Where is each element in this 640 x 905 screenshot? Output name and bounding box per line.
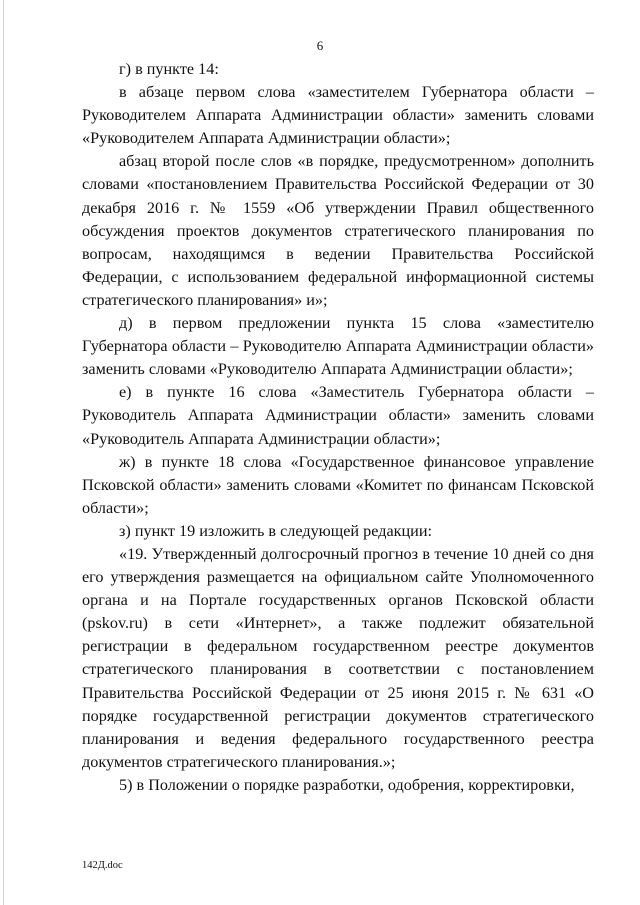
- paragraph-point-19: «19. Утвержденный долгосрочный прогноз в течение 10 дней со дня его утверждения размещается на официальном сайте Уполномоченного органа и на Портале государственных органов Псковской области (pskov.ru) в сети «Интернет», а также подлежит обязательной регистрации в федеральном государственном реестре документов стратегического планирования в соответствии с постановлением Правительства Российской Федерации от 25 июня 2015 г. № 631 «О порядке государственной регистрации документов стратегического планирования и ведения федерального государственного реестра документов стратегического планирования.»;: [82, 544, 594, 771]
- paragraph-item-g: г) в пункте 14:: [119, 60, 219, 78]
- paragraph-abzac-pervyi: в абзаце первом слова «заместителем Губернатора области – Руководителем Аппарата Администрации области» заменить словами «Руководителем Аппарата Администрации области»;: [82, 83, 594, 148]
- paragraph-item-e: е) в пункте 16 слова «Заместитель Губернатора области – Руководитель Аппарата Администрации области» заменить словами «Руководитель Аппарата Администрации области»;: [82, 383, 594, 448]
- paragraph-item-z: з) пункт 19 изложить в следующей редакции:: [119, 521, 432, 540]
- paragraph-abzac-vtoroi: абзац второй после слов «в порядке, предусмотренном» дополнить словами «постановлением Правительства Российской Федерации от 30 декабря 2016 г. № 1559 «Об утверждении Правил общественного обсуждения проектов документов стратегического планирования по вопросам, находящимся в ведении Правительства Российской Федерации, с использованием федеральной информационной системы стратегического планирования» и»;: [82, 152, 594, 309]
- page-number: 6: [316, 38, 324, 53]
- scan-edge-line: [3, 0, 4, 905]
- footer-filename: 142Д.doc: [82, 860, 123, 871]
- paragraph-item-d: д) в первом предложении пункта 15 слова «заместителю Губернатора области – Руководителю Аппарата Администрации области» заменить словами «Руководителю Аппарата Администрации области»;: [82, 314, 594, 379]
- paragraph-item-zh: ж) в пункте 18 слова «Государственное финансовое управление Псковской области» заменить словами «Комитет по финансам Псковской области»;: [82, 452, 594, 517]
- paragraph-item-5: 5) в Положении о порядке разработки, одобрения, корректировки,: [119, 775, 575, 794]
- document-body: [82, 58, 594, 797]
